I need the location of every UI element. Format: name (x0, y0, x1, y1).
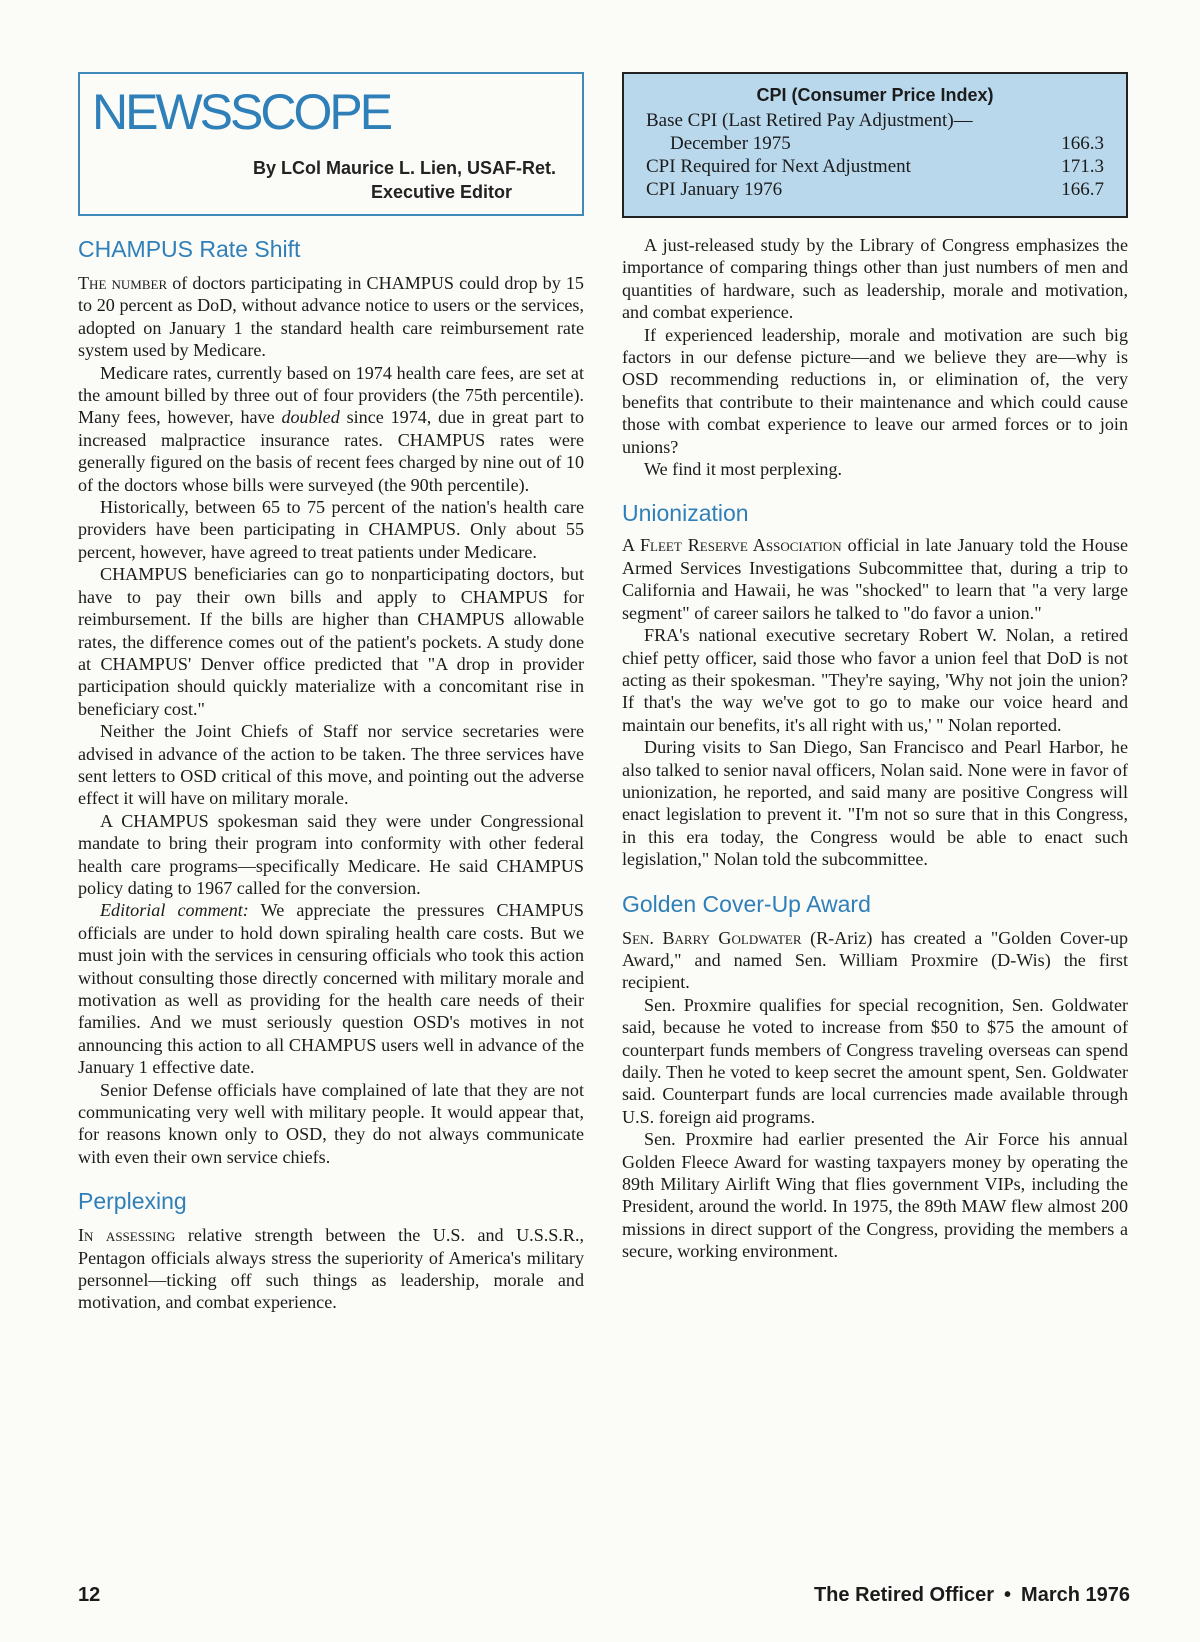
right-column (622, 72, 1128, 1263)
cpi-row (646, 155, 1104, 178)
cpi-title: CPI (Consumer Price Index) (756, 85, 994, 105)
byline-author: By LCol Maurice L. Lien, USAF-Ret. (252, 158, 556, 178)
cpi-value: 166.3 (1061, 133, 1104, 154)
champus-p2a-text: Medicare rates, currently based on 1974 health care fees, are set at the amount billed by three out of four providers (the 75th percentile). Many fees, however, have (78, 362, 584, 428)
perplexing-paragraph: We find it most perplexing. (644, 459, 843, 480)
champus-heading: CHAMPUS Rate Shift (78, 236, 301, 262)
left-column (78, 72, 584, 1314)
cpi-value: 166.7 (1061, 179, 1104, 200)
golden-paragraph: Sen. Proxmire qualifies for special recognition, Sen. Goldwater said, because he voted to increase from $50 to $75 the amount of counterpart funds members of Congress traveling overseas can spend daily. Then he voted to keep secret the amount spent, Sen. Goldwater said. Counterpart funds are local currencies made available through U.S. foreign aid programs. (622, 994, 1128, 1127)
unionization-paragraph: FRA's national executive secretary Robert W. Nolan, a retired chief petty officer, said those who favor a union feel that DoD is not acting as their spokesman. "They're saying, 'Why not join the union? If that's the way we've got to go to make our voice heard and maintain our benefits, it's all right with us,' " Nolan reported. (622, 625, 1128, 735)
byline-role: Executive Editor (370, 182, 513, 202)
cpi-label: December 1975 (670, 133, 791, 154)
perplexing-paragraph (78, 1224, 584, 1314)
champus-p2b-text: since 1974, due in great part to increased malpractice insurance rates. CHAMPUS rates were generally figured on the basis of recent fees charged by nine out of 10 of the doctors whose bills were surveyed (the 90th percentile). (78, 407, 585, 495)
champus-paragraph: Senior Defense officials have complained of late that they are not communicating very well with military people. It would appear that, for reasons known only to OSD, they do not always communicate with even their own service chiefs. (78, 1079, 584, 1167)
champus-lead: The number (78, 273, 168, 293)
masthead-box (78, 72, 584, 216)
perplexing-lead: In assessing (78, 1225, 176, 1246)
issue-date: March 1976 (1021, 1584, 1130, 1606)
cpi-row (646, 109, 1104, 132)
cpi-box (622, 72, 1128, 218)
publication-footer (814, 1584, 1130, 1607)
cpi-label: Base CPI (Last Retired Pay Adjustment)— (646, 110, 973, 131)
cpi-label: CPI Required for Next Adjustment (646, 156, 911, 177)
unionization-lead: A Fleet Reserve Association (622, 535, 842, 556)
golden-lead: Sen. Barry Goldwater (622, 927, 802, 948)
champus-paragraph: CHAMPUS beneficiaries can go to nonparticipating doctors, but have to pay their own bills and apply to CHAMPUS for reimbursement. If the bills are higher than CHAMPUS allowable rates, the difference comes out of the patient's pockets. A study done at CHAMPUS' Denver office predicted that "A drop in provider participation should quickly materialize with a concomitant rise in beneficiary cost." (78, 564, 584, 719)
unionization-paragraph (622, 534, 1128, 624)
cpi-label: CPI January 1976 (646, 179, 783, 200)
champus-p7-text: We appreciate the pressures CHAMPUS officials are under to hold down spiraling health care costs. But we must join with the services in censuring officials who took this action without consulting those directly concerned with military morale and motivation as well as providing for the health care needs of their families. And we must seriously question OSD's motives in not announcing this action to all CHAMPUS users well in advance of the January 1 effective date. (78, 900, 584, 1078)
golden-heading: Golden Cover-Up Award (622, 890, 871, 917)
page-number: 12 (78, 1584, 101, 1606)
perplexing-p1-text: relative strength between the U.S. and U.S.S.R., Pentagon officials always stress the superiority of America's military personnel—ticking off such things as leadership, morale and motivation, and combat experience. (78, 1225, 584, 1313)
champus-paragraph (78, 362, 584, 496)
footer-separator: • (1004, 1584, 1012, 1606)
champus-paragraph (78, 899, 584, 1078)
cpi-row (646, 178, 1104, 201)
perplexing-paragraph: If experienced leadership, morale and motivation are such big factors in our defense picture—and we believe they are—why is OSD recommending reductions in, or elimination of, the very benefits that contribute to their maintenance and which could cause those with combat experience to leave our armed forces or to join unions? (622, 324, 1128, 457)
perplexing-heading: Perplexing (78, 1188, 187, 1215)
champus-p2-emphasis: doubled (281, 407, 340, 428)
masthead-title: NEWSSCOPE (92, 84, 391, 140)
editorial-comment-label: Editorial comment: (100, 900, 249, 921)
champus-paragraph: Historically, between 65 to 75 percent of the nation's health care providers have been participating in CHAMPUS. Only about 55 percent, however, have agreed to treat patients under Medicare. (78, 497, 584, 562)
champus-paragraph (78, 272, 584, 362)
champus-paragraph: Neither the Joint Chiefs of Staff nor service secretaries were advised in advance of the action to be taken. The three services have sent letters to OSD critical of this move, and pointing out the adverse effect it will have on military morale. (78, 721, 584, 809)
golden-p1-text: (R-Ariz) has created a "Golden Cover-up Award," and named Sen. William Proxmire (D-Wis) the first recipient. (622, 927, 1128, 993)
unionization-heading: Unionization (622, 500, 749, 527)
unionization-paragraph: During visits to San Diego, San Francisco and Pearl Harbor, he also talked to senior naval officers, Nolan said. None were in favor of unionization, he reported, and said many are positive Congress will enact legislation to prevent it. "I'm not so sure that in this Congress, in this era today, the Congress would be able to enact such legislation," Nolan told the subcommittee. (622, 737, 1128, 870)
perplexing-paragraph: A just-released study by the Library of Congress emphasizes the importance of comparing things other than just numbers of men and quantities of hardware, such as leadership, morale and motivation, and combat experience. (622, 235, 1128, 323)
publication-name: The Retired Officer (813, 1584, 995, 1606)
cpi-row (646, 132, 1104, 155)
champus-p1-text: of doctors participating in CHAMPUS could drop by 15 to 20 percent as DoD, without advance notice to users or the services, adopted on January 1 the standard health care reimbursement rate system used by Medicare. (78, 273, 584, 361)
byline (253, 156, 556, 204)
cpi-value: 171.3 (1061, 156, 1104, 177)
golden-paragraph (622, 927, 1128, 994)
champus-paragraph: A CHAMPUS spokesman said they were under Congressional mandate to bring their program into conformity with other federal health care programs—specifically Medicare. He said CHAMPUS policy dating to 1967 called for the conversion. (78, 810, 584, 898)
unionization-p1-text: official in late January told the House Armed Services Investigations Subcommittee that, during a trip to California and Hawaii, he was "shocked" to learn that "a very large segment" of career sailors he talked to "do favor a union." (622, 535, 1128, 623)
golden-paragraph: Sen. Proxmire had earlier presented the Air Force his annual Golden Fleece Award for wasting taxpayers money by operating the 89th Military Airlift Wing that flies government VIPs, including the President, around the world. In 1975, the 89th MAW flew almost 200 missions in direct support of the Congress, providing the members a secure, working environment. (622, 1129, 1128, 1262)
